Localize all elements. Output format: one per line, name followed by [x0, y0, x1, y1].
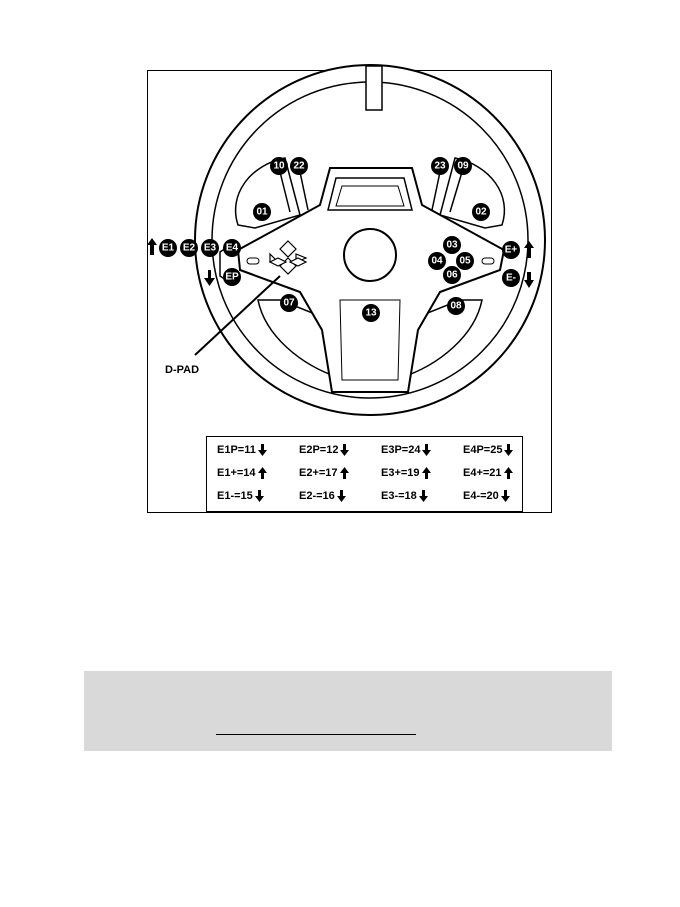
badge-e-minus: [502, 269, 520, 287]
badge-08: [447, 297, 465, 315]
badge-05: [456, 252, 474, 270]
arrow-down-icon: [504, 444, 513, 456]
svg-text:03: 03: [446, 239, 458, 251]
legend-cell: E1P=11: [217, 444, 267, 456]
svg-text:E4: E4: [225, 242, 239, 254]
arrow-up-icon: [422, 467, 431, 479]
legend-cell: E1+=14: [217, 467, 267, 479]
legend-cell: E2P=12: [299, 444, 349, 456]
svg-text:E1: E1: [161, 242, 175, 254]
grey-info-panel: [84, 671, 612, 751]
arrow-down-icon: [340, 444, 349, 456]
badge-06: [443, 266, 461, 284]
badge-22: [290, 157, 308, 175]
svg-text:10: 10: [273, 160, 285, 172]
hub-center: [344, 229, 396, 281]
arrow-up-icon: [504, 467, 513, 479]
legend-cell: E3-=18: [381, 490, 428, 502]
badge-02: [472, 203, 490, 221]
badge-03: [443, 236, 461, 254]
grey-panel-underline: [216, 734, 416, 735]
legend-cell: E4P=25: [463, 444, 513, 456]
badge-10: [270, 157, 288, 175]
hub-display: [328, 178, 412, 210]
legend-cell: E3P=24: [381, 444, 431, 456]
arrow-down-icon: [422, 444, 431, 456]
badge-e3: [201, 239, 219, 257]
svg-text:04: 04: [431, 255, 443, 267]
svg-text:07: 07: [283, 297, 295, 309]
badge-ep: [223, 268, 241, 286]
arrow-up-icon: [258, 467, 267, 479]
svg-text:02: 02: [475, 206, 487, 218]
rim-top-stripe: [366, 66, 382, 110]
arrow-down-icon: [419, 490, 428, 502]
left-pill-button: [247, 258, 259, 264]
svg-text:23: 23: [434, 160, 446, 172]
legend-cell: E3+=19: [381, 467, 431, 479]
svg-text:E-: E-: [506, 272, 516, 284]
legend-cell: E2-=16: [299, 490, 346, 502]
arrow-down-icon: [501, 490, 510, 502]
badge-e4: [223, 239, 241, 257]
badge-01: [253, 203, 271, 221]
badge-04: [428, 252, 446, 270]
badge-23: [431, 157, 449, 175]
svg-text:22: 22: [293, 160, 305, 172]
right-pill-button: [482, 258, 494, 264]
svg-text:01: 01: [256, 206, 268, 218]
arrow-up-icon: [340, 467, 349, 479]
svg-text:05: 05: [459, 255, 471, 267]
svg-text:E3: E3: [203, 242, 217, 254]
legend-cell: E4+=21: [463, 467, 513, 479]
svg-text:EP: EP: [225, 271, 239, 283]
arrow-down-icon: [255, 490, 264, 502]
badge-e-plus: [502, 241, 520, 259]
svg-text:E2: E2: [182, 242, 196, 254]
badge-e2: [180, 239, 198, 257]
svg-text:08: 08: [450, 300, 462, 312]
arrow-down-icon: [258, 444, 267, 456]
svg-text:06: 06: [446, 269, 458, 281]
badge-09: [454, 157, 472, 175]
legend-cell: E2+=17: [299, 467, 349, 479]
svg-text:13: 13: [365, 307, 377, 319]
svg-text:09: 09: [457, 160, 469, 172]
badge-e1: [159, 239, 177, 257]
badge-13: [362, 304, 380, 322]
svg-text:E+: E+: [504, 244, 518, 256]
d-pad-label: D-PAD: [165, 364, 200, 376]
legend-cell: E4-=20: [463, 490, 510, 502]
badge-07: [280, 294, 298, 312]
legend-cell: E1-=15: [217, 490, 264, 502]
encoder-legend-table: [206, 436, 523, 512]
arrow-down-icon: [337, 490, 346, 502]
